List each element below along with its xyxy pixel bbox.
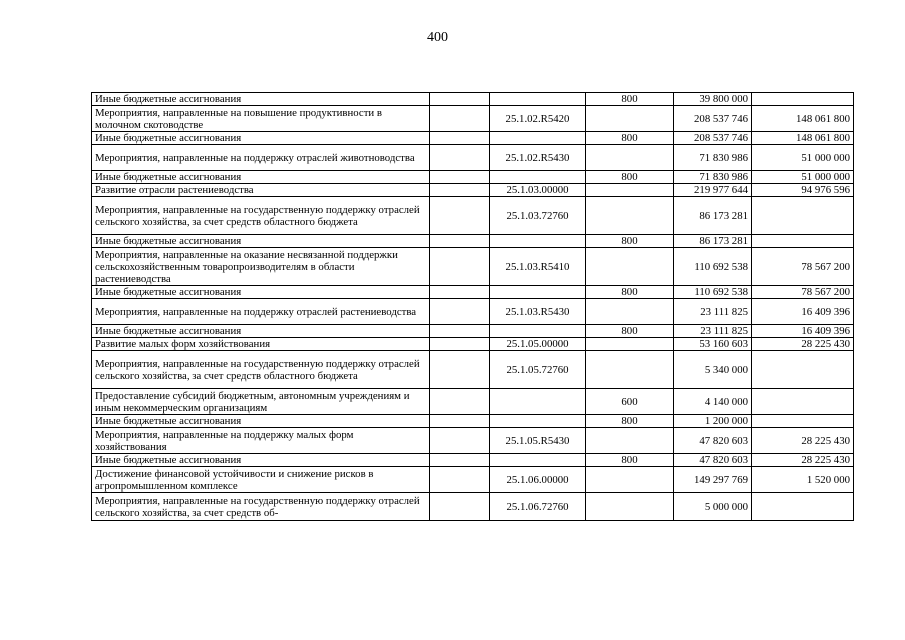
row-name: Иные бюджетные ассигнования (92, 132, 430, 145)
table-row (92, 197, 854, 235)
row-blank (430, 428, 490, 454)
row-name: Мероприятия, направленные на повышение продуктивности в молочном скотоводстве (92, 106, 430, 132)
row-name: Иные бюджетные ассигнования (92, 235, 430, 248)
row-amount-1: 110 692 538 (674, 248, 752, 286)
row-amount-2: 148 061 800 (752, 132, 854, 145)
row-code: 25.1.06.72760 (490, 493, 586, 521)
row-blank (430, 106, 490, 132)
table-row (92, 286, 854, 299)
table-row (92, 454, 854, 467)
row-code: 25.1.05.72760 (490, 351, 586, 389)
row-name: Предоставление субсидий бюджетным, автономным учреждениям и иным некоммерческим организациям (92, 389, 430, 415)
row-code (490, 235, 586, 248)
row-amount-2 (752, 351, 854, 389)
row-name: Мероприятия, направленные на поддержку отраслей растениеводства (92, 299, 430, 325)
row-code: 25.1.03.72760 (490, 197, 586, 235)
row-expense-kind (586, 248, 674, 286)
row-expense-kind: 600 (586, 389, 674, 415)
budget-table-body (92, 93, 854, 521)
table-row (92, 493, 854, 521)
row-name: Иные бюджетные ассигнования (92, 171, 430, 184)
row-code: 25.1.02.R5420 (490, 106, 586, 132)
row-blank (430, 132, 490, 145)
row-blank (430, 145, 490, 171)
row-blank (430, 171, 490, 184)
row-code (490, 325, 586, 338)
row-amount-1: 110 692 538 (674, 286, 752, 299)
row-code: 25.1.03.R5430 (490, 299, 586, 325)
row-name: Мероприятия, направленные на государственную поддержку отраслей сельского хозяйства, за счет средств областного бюджета (92, 351, 430, 389)
table-row (92, 235, 854, 248)
row-expense-kind (586, 197, 674, 235)
row-blank (430, 493, 490, 521)
row-name: Мероприятия, направленные на государственную поддержку отраслей сельского хозяйства, за счет средств областного бюджета (92, 197, 430, 235)
table-row (92, 389, 854, 415)
row-amount-2: 28 225 430 (752, 454, 854, 467)
row-amount-1: 86 173 281 (674, 197, 752, 235)
row-code: 25.1.03.00000 (490, 184, 586, 197)
table-row (92, 132, 854, 145)
row-blank (430, 184, 490, 197)
row-name: Иные бюджетные ассигнования (92, 286, 430, 299)
row-amount-2: 51 000 000 (752, 145, 854, 171)
row-amount-2 (752, 93, 854, 106)
row-blank (430, 415, 490, 428)
row-expense-kind: 800 (586, 415, 674, 428)
row-amount-1: 5 340 000 (674, 351, 752, 389)
row-code: 25.1.05.R5430 (490, 428, 586, 454)
row-code (490, 415, 586, 428)
row-blank (430, 467, 490, 493)
table-row (92, 325, 854, 338)
row-expense-kind (586, 145, 674, 171)
row-amount-1: 23 111 825 (674, 325, 752, 338)
row-amount-1: 4 140 000 (674, 389, 752, 415)
row-amount-1: 47 820 603 (674, 454, 752, 467)
row-name: Развитие отрасли растениеводства (92, 184, 430, 197)
row-expense-kind (586, 493, 674, 521)
row-amount-2: 28 225 430 (752, 338, 854, 351)
row-amount-2: 148 061 800 (752, 106, 854, 132)
budget-table (91, 92, 854, 521)
row-amount-1: 5 000 000 (674, 493, 752, 521)
row-name: Мероприятия, направленные на оказание несвязанной поддержки сельскохозяйственным товаропроизводителям в области растениеводства (92, 248, 430, 286)
row-code (490, 93, 586, 106)
row-code (490, 454, 586, 467)
row-expense-kind (586, 428, 674, 454)
row-amount-1: 71 830 986 (674, 145, 752, 171)
row-amount-1: 208 537 746 (674, 132, 752, 145)
row-amount-2: 16 409 396 (752, 299, 854, 325)
table-row (92, 184, 854, 197)
row-expense-kind (586, 467, 674, 493)
row-name: Мероприятия, направленные на государственную поддержку отраслей сельского хозяйства, за счет средств об- (92, 493, 430, 521)
table-row (92, 248, 854, 286)
row-blank (430, 286, 490, 299)
row-amount-2 (752, 389, 854, 415)
row-amount-1: 71 830 986 (674, 171, 752, 184)
row-expense-kind: 800 (586, 454, 674, 467)
row-expense-kind (586, 106, 674, 132)
row-code: 25.1.02.R5430 (490, 145, 586, 171)
table-row (92, 171, 854, 184)
row-amount-1: 1 200 000 (674, 415, 752, 428)
row-blank (430, 93, 490, 106)
row-expense-kind: 800 (586, 171, 674, 184)
table-row (92, 467, 854, 493)
row-blank (430, 248, 490, 286)
row-amount-2: 28 225 430 (752, 428, 854, 454)
table-row (92, 299, 854, 325)
row-amount-2: 51 000 000 (752, 171, 854, 184)
row-amount-2: 78 567 200 (752, 286, 854, 299)
row-name: Иные бюджетные ассигнования (92, 454, 430, 467)
row-expense-kind: 800 (586, 286, 674, 299)
row-amount-2: 94 976 596 (752, 184, 854, 197)
row-code (490, 132, 586, 145)
table-row (92, 351, 854, 389)
row-expense-kind (586, 299, 674, 325)
row-expense-kind (586, 338, 674, 351)
row-name: Иные бюджетные ассигнования (92, 93, 430, 106)
table-row (92, 93, 854, 106)
page-number: 400 (427, 30, 448, 45)
row-amount-2: 78 567 200 (752, 248, 854, 286)
row-amount-1: 23 111 825 (674, 299, 752, 325)
row-amount-1: 47 820 603 (674, 428, 752, 454)
row-amount-2 (752, 415, 854, 428)
row-blank (430, 197, 490, 235)
row-name: Иные бюджетные ассигнования (92, 415, 430, 428)
row-name: Достижение финансовой устойчивости и снижение рисков в агропромышленном комплексе (92, 467, 430, 493)
row-blank (430, 299, 490, 325)
row-blank (430, 389, 490, 415)
row-amount-1: 53 160 603 (674, 338, 752, 351)
row-amount-1: 208 537 746 (674, 106, 752, 132)
row-code: 25.1.03.R5410 (490, 248, 586, 286)
row-name: Развитие малых форм хозяйствования (92, 338, 430, 351)
row-name: Мероприятия, направленные на поддержку малых форм хозяйствования (92, 428, 430, 454)
row-amount-2: 1 520 000 (752, 467, 854, 493)
row-expense-kind: 800 (586, 235, 674, 248)
row-amount-2: 16 409 396 (752, 325, 854, 338)
row-code (490, 286, 586, 299)
row-amount-2 (752, 235, 854, 248)
row-expense-kind: 800 (586, 325, 674, 338)
row-expense-kind (586, 351, 674, 389)
row-blank (430, 235, 490, 248)
row-amount-1: 86 173 281 (674, 235, 752, 248)
row-name: Мероприятия, направленные на поддержку отраслей животноводства (92, 145, 430, 171)
table-row (92, 145, 854, 171)
row-amount-1: 39 800 000 (674, 93, 752, 106)
row-name: Иные бюджетные ассигнования (92, 325, 430, 338)
row-amount-2 (752, 197, 854, 235)
row-blank (430, 454, 490, 467)
row-expense-kind: 800 (586, 132, 674, 145)
row-blank (430, 351, 490, 389)
row-blank (430, 325, 490, 338)
table-row (92, 415, 854, 428)
row-code: 25.1.05.00000 (490, 338, 586, 351)
row-expense-kind: 800 (586, 93, 674, 106)
table-row (92, 106, 854, 132)
row-blank (430, 338, 490, 351)
row-amount-1: 219 977 644 (674, 184, 752, 197)
row-code: 25.1.06.00000 (490, 467, 586, 493)
row-amount-1: 149 297 769 (674, 467, 752, 493)
row-expense-kind (586, 184, 674, 197)
row-code (490, 389, 586, 415)
row-amount-2 (752, 493, 854, 521)
table-row (92, 428, 854, 454)
row-code (490, 171, 586, 184)
table-row (92, 338, 854, 351)
